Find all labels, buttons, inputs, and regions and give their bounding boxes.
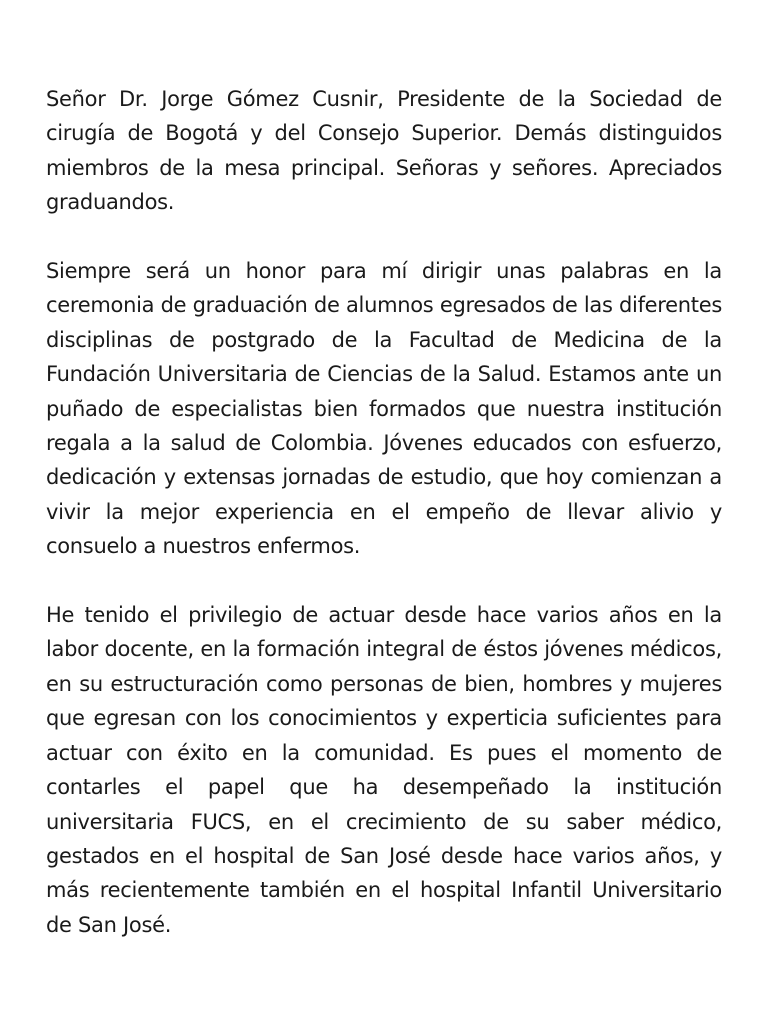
paragraph-honor: Siempre será un honor para mí dirigir unas palabras en la ceremonia de graduación de alumnos egresados de las diferentes disciplinas de postgrado de la Facultad de Medicina de la Fundación Universitaria de Ciencias de la Salud. Estamos ante un puñado de especialistas bien formados que nuestra institución regala a la salud de Colombia. Jóvenes educados con esfuerzo, dedicación y extensas jornadas de estudio, que hoy comienzan a vivir la mejor experiencia en el empeño de llevar alivio y consuelo a nuestros enfermos. <box>46 259 722 559</box>
document-body <box>46 82 722 942</box>
paragraph-greeting: Señor Dr. Jorge Gómez Cusnir, Presidente de la Sociedad de cirugía de Bogotá y del Consejo Superior. Demás distinguidos miembros de la mesa principal. Señoras y señores. Apreciados graduandos. <box>46 87 722 215</box>
paragraph-privilege: He tenido el privilegio de actuar desde hace varios años en la labor docente, en la formación integral de éstos jóvenes médicos, en su estructuración como personas de bien, hombres y mujeres que egresan con los conocimientos y experticia suficientes para actuar con éxito en la comunidad. Es pues el momento de contarles el papel que ha desempeñado la institución universitaria FUCS, en el crecimiento de su saber médico, gestados en el hospital de San José desde hace varios años, y más recientemente también en el hospital Infantil Universitario de San José. <box>46 603 722 937</box>
